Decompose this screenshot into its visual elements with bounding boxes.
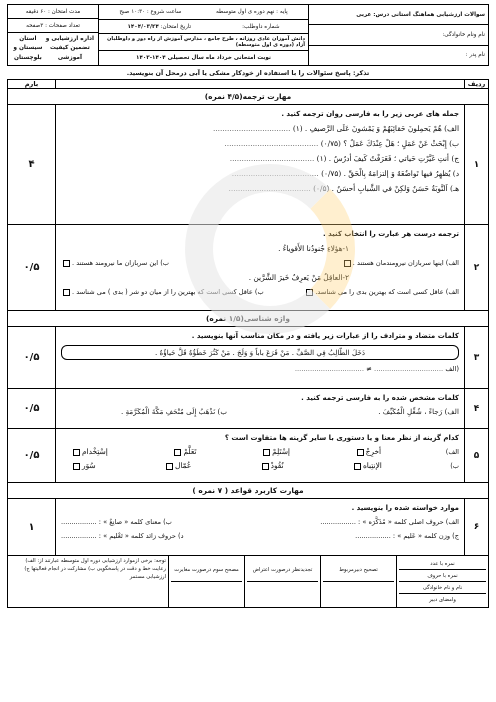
q5-row-b: ب) الإنتِباه نُقُودْ عُمّال سُوَر [61, 459, 459, 473]
correction-teacher: تصحیح دبیرمربوط [323, 558, 394, 582]
q3-answer-line: ................................ ≠ ................................ الف) [294, 365, 459, 373]
checkbox[interactable] [344, 260, 351, 267]
q6-item-d: د) حروف زائد کلمه « تَعْليم » : ................. [61, 532, 184, 540]
q5-b-opt-3[interactable]: عُمّال [164, 459, 191, 473]
q2-sentence-2: ۲-العاقِلُ مَنْ يَعرِفُ خَيرَ الشَّرَّين . [248, 273, 349, 282]
q6-item-a: الف) حروف اصلی کلمه « مُذَكَّرَه » : ................. [320, 518, 459, 526]
q1-line-b: ب) إِبْحَثْ عَنْ عَمَلٍ ؛ هَلْ عِنْدَكَ عَمَلٌ ؟ (۰/۷۵) ........................................ [224, 139, 459, 148]
q1-line-d: د) يُظهِرُ فيها تَواضُعَهُ وَ إلتزامَهُ بِالْحَقِّ . (۰/۷۵) ..................................... [231, 169, 459, 178]
checkbox[interactable] [63, 260, 70, 267]
question-6: ۶ موارد خواسته شده را بنویسید . الف) حروف اصلی کلمه « مُذَكَّرَه » : ................. ب) معنای کلمه « صانِعٌ » : ................. ج) وزن کلمه « عَليم » : ................. د) حروف زائد کلمه « تَعْليم » : ................. ۱ [8, 499, 488, 555]
header-org [8, 5, 98, 65]
name-label: نام ونام خانوادگی: [309, 25, 488, 45]
q2-2-option-b[interactable]: ب) عاقل کسی است که بهترین را از میان دو شر ( بدی ) می شناسد . [61, 285, 264, 299]
q3-text-frame: دَخَلَ الطّالِبُ فِي الصَّفِّ . مَنْ قَرَعَ باباً وَ وَلَجَ . مَنْ كَثُرَ خَطَؤُهُ قَلَّ حَياؤُهُ . [61, 345, 459, 360]
pages-count: تعداد صفحات : ۳صفحه [8, 19, 98, 33]
students-line: دانش آموزان عادی روزانه ، طرح جامع ، مدارس آموزش از راه دور و داوطلبان آزاد (دوره ی اول متوسطه) [99, 34, 308, 51]
section-vocab: واژه شناسی(۱/۵ نمره) [8, 311, 488, 327]
q5-a-opt-4[interactable]: إسْتِخْدام [71, 445, 108, 459]
q2-sentence-1: ۱-هؤلاءِ جُنودُنا الأَقوياءُ . [278, 244, 349, 253]
exam-page [7, 4, 489, 608]
q2-1-option-a[interactable]: الف) اینها سربازان نیرومندمان هستند . [342, 256, 459, 270]
start-time: ساعت شروع : ۱۰:۳۰ صبح [119, 8, 182, 15]
duration: مدت امتحان : ۶۰ دقیقه [8, 5, 98, 19]
correction-third: مصحح سوم درصورت مغایرت [171, 558, 242, 582]
session-line: نوبت امتحانی خرداد ماه سال تحصیلی ۱۴۰۴-۱۴۰۳ [136, 55, 271, 62]
q2-1-option-b[interactable]: ب) این سربازان ما نیرومند هستند . [61, 256, 169, 270]
question-3: ۳ کلمات متضاد و مترادف را از عبارات زیر یافته و در مکان مناسب آنها بنویسید . دَخَلَ الطّالِبُ فِي الصَّفِّ . مَنْ قَرَعَ باباً وَ وَلَجَ . مَنْ كَثُرَ خَطَؤُهُ قَلَّ حَياؤُهُ . ................................ ≠ ................................ الف) ۰/۵ [8, 327, 488, 389]
correction-review: تجدیدنظر درصورت اعتراض [247, 558, 318, 582]
header-subject: سوالات ارزشیابی هماهنگ استانی درس: عربی [309, 5, 488, 25]
score-digits-label: نمره با عدد [399, 558, 486, 570]
footer-note: توجه: برخی ازموارد ارزشیابی دوره اول متوسطه عبارتند از: الف) رعایت خط و دقت در پاسخگویی ب) مشارکت در انجام فعالیتها ج) ارزشیابی مستمر [24, 558, 166, 580]
q1-line-e: هـ) اَلتَّوبَةُ حَسَنٌ وَلكِنْ في الشَّبابِ أحسَنُ . (۰/۵) ................................... [228, 184, 459, 193]
q4-item-a: الف) رَجاءً ، شُغِّلِ الْمُكَيِّفَ . [378, 407, 459, 416]
q6-item-c: ج) وزن کلمه « عَليم » : ................. [355, 532, 459, 540]
grade: پایه : نهم دوره ی اول متوسطه [216, 8, 288, 15]
checkbox[interactable] [306, 289, 313, 296]
q1-line-a: الف) هُمْ يَحمِلونَ حَقائِبَهُمْ وَ يَمْشونَ عَلَى الرَّصيفِ . (۱) ................................. [212, 124, 459, 133]
score-letters-label: نمره با حروف [399, 570, 486, 582]
name-sig-label: نام و نام خانوادگی [399, 582, 486, 594]
q5-a-opt-1[interactable]: أخرِجْ [355, 445, 381, 459]
instruction-note: تذکر: پاسخ سئوالات را با استفاده از خودکار مشکی یا آبی درمحل آن بنویسید. [126, 69, 370, 77]
header-student-info [308, 5, 488, 65]
q5-row-a: الف) أخرِجْ إسْتَلِمْ تَعَلَّمْ إسْتِخْدام [61, 445, 459, 459]
checkbox[interactable] [63, 289, 70, 296]
q2-2-option-a[interactable]: الف) عاقل کسی است که بهترین بدی را می شناسد. [304, 285, 459, 299]
question-4: ۴ کلمات مشخص شده را به فارسی ترجمه کنید . الف) رَجاءً ، شُغِّلِ الْمُكَيِّفَ . ب) نَذْهَبُ إِلَى مُتْحَفِ مَكَّةَ الْمُكَرَّمَةِ . ۰/۵ [8, 389, 488, 429]
col-score-header: بارم [8, 80, 56, 88]
q4-item-b: ب) نَذْهَبُ إِلَى مُتْحَفِ مَكَّةَ الْمُكَرَّمَةِ . [121, 407, 228, 416]
signature-label: وامضای دبیر [429, 596, 456, 603]
table-header [8, 80, 488, 89]
exam-footer [7, 556, 489, 608]
seat-label: شماره داوطلب: [242, 23, 280, 30]
father-label: نام پدر : [465, 52, 485, 59]
q5-b-opt-1[interactable]: الإنتِباه [352, 459, 382, 473]
question-1: ۱ جمله های عربی زیر را به فارسی روان ترجمه کنید . الف) هُمْ يَحمِلونَ حَقائِبَهُمْ وَ يَمْشونَ عَلَى الرَّصيفِ . (۱) ................................. ب) إِبْحَثْ عَنْ عَمَلٍ ؛ هَلْ عِنْدَكَ عَمَلٌ ؟ (۰/۷۵) ........................................ ج) أنتِ غَيَّرْتِ حَياتي ؛ فَعَرَفْتُ كَيفَ أدرُسُ . (۱) .................................... د) يُظهِرُ فيها تَواضُعَهُ وَ إلتزامَهُ بِالْحَقِّ . (۰/۷۵) ..................................... هـ) اَلتَّوبَةُ حَسَنٌ وَلكِنْ في الشَّبابِ أحسَنُ . (۰/۵) ................................... ۴ [8, 105, 488, 225]
q6-item-b: ب) معنای کلمه « صانِعٌ » : ................. [61, 518, 172, 526]
q5-a-opt-3[interactable]: تَعَلَّمْ [172, 445, 196, 459]
question-5: ۵ کدام گزینه از نظر معنا و یا دستوری با سایر گزینه ها متفاوت است ؟ الف) أخرِجْ إسْتَلِمْ تَعَلَّمْ إسْتِخْدام ب) الإنتِباه نُقُودْ عُمّال سُوَر ۰/۵ [8, 429, 488, 483]
q5-b-opt-2[interactable]: نُقُودْ [260, 459, 284, 473]
questions-table [7, 79, 489, 556]
q5-a-opt-2[interactable]: إسْتَلِمْ [261, 445, 290, 459]
organization: اداره ارزشیابی و تضمین کیفیت آموزشی استان سیستان و بلوچستان [13, 36, 95, 61]
date-label: تاریخ امتحان: ۱۴۰۴/۰۳/۲۴ [127, 23, 192, 30]
section-grammar: مهارت کاربرد قواعد ( ۷ نمره ) [8, 483, 488, 499]
header-exam-info [98, 5, 308, 65]
q5-b-opt-4[interactable]: سُوَر [71, 459, 96, 473]
q1-line-c: ج) أنتِ غَيَّرْتِ حَياتي ؛ فَعَرَفْتُ كَيفَ أدرُسُ . (۱) .................................... [229, 154, 459, 163]
exam-header [7, 4, 489, 66]
section-translate: مهارت ترجمه(۴/۵ نمره) [8, 89, 488, 105]
question-2: ۲ ترجمه درست هر عبارت را انتخاب کنید . ۱-هؤلاءِ جُنودُنا الأَقوياءُ . الف) اینها سربازان نیرومندمان هستند . ب) این سربازان ما نیرومند هستند . ۲-العاقِلُ مَنْ يَعرِفُ خَيرَ الشَّرَّين . الف) عاقل کسی است که بهترین بدی را می شناسد. ب) عاقل کسی است که بهترین را از میان دو شر ( بدی ) می شناسد . ۰/۵ [8, 225, 488, 311]
col-num-header: ردیف [464, 80, 488, 88]
